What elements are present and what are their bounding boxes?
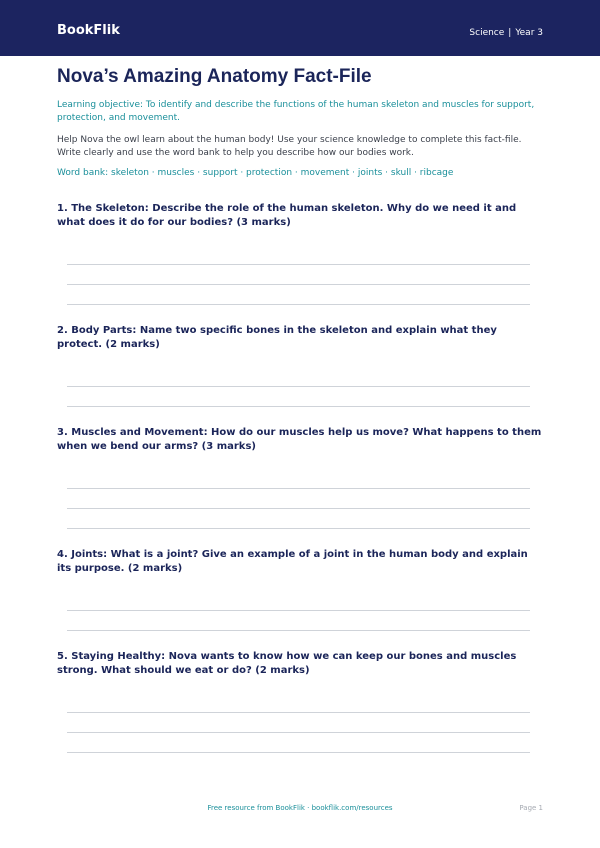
- answer-line[interactable]: [67, 304, 530, 305]
- question-3: [57, 426, 543, 454]
- question-text: 5. Staying Healthy: Nova wants to know how we can keep our bones and muscles strong. What should we eat or do? (2 marks): [57, 651, 517, 676]
- question-text: 2. Body Parts: Name two specific bones in the skeleton and explain what they protect. (2 marks): [57, 325, 497, 350]
- answer-line[interactable]: [67, 284, 530, 285]
- worksheet-intro: [57, 66, 543, 180]
- page-title: Nova’s Amazing Anatomy Fact-File: [57, 66, 372, 87]
- question-text: 1. The Skeleton: Describe the role of the human skeleton. Why do we need it and what does it do for our bodies? (3 marks): [57, 203, 517, 228]
- question-text: 3. Muscles and Movement: How do our muscles help us move? What happens to them when we bend our arms? (3 marks): [57, 427, 542, 452]
- question-5: [57, 650, 543, 678]
- answer-line[interactable]: [67, 630, 530, 631]
- answer-line[interactable]: [67, 386, 530, 387]
- question-2: [57, 324, 543, 352]
- learning-objective: Learning objective: To identify and describe the functions of the human skeleton and muscles for support, protection, and movement.: [57, 100, 535, 123]
- answer-line[interactable]: [67, 752, 530, 753]
- answer-line[interactable]: [67, 264, 530, 265]
- question-text: 4. Joints: What is a joint? Give an example of a joint in the human body and explain its purpose. (2 marks): [57, 549, 528, 574]
- word-bank: Word bank: skeleton · muscles · support · protection · movement · joints · skull · ribcage: [57, 168, 454, 178]
- intro-text: Help Nova the owl learn about the human body! Use your science knowledge to complete this fact-file. Write clearly and use the word bank to help you describe how our bodies work.: [57, 135, 522, 158]
- footer-credit: Free resource from BookFlik · bookflik.com/resources: [207, 804, 393, 812]
- header-meta: [469, 27, 543, 39]
- answer-line[interactable]: [67, 610, 530, 611]
- year-label: Year 3: [515, 28, 543, 38]
- question-1: [57, 202, 543, 230]
- page-header: [0, 0, 600, 56]
- answer-line[interactable]: [67, 732, 530, 733]
- question-4: [57, 548, 543, 576]
- brand-logo-text: BookFlik: [57, 23, 120, 38]
- subject-label: Science: [469, 28, 505, 38]
- answer-line[interactable]: [67, 488, 530, 489]
- answer-line[interactable]: [67, 528, 530, 529]
- answer-line[interactable]: [67, 508, 530, 509]
- page-number: Page 1: [519, 804, 543, 812]
- header-separator: |: [508, 28, 512, 38]
- answer-line[interactable]: [67, 406, 530, 407]
- answer-line[interactable]: [67, 712, 530, 713]
